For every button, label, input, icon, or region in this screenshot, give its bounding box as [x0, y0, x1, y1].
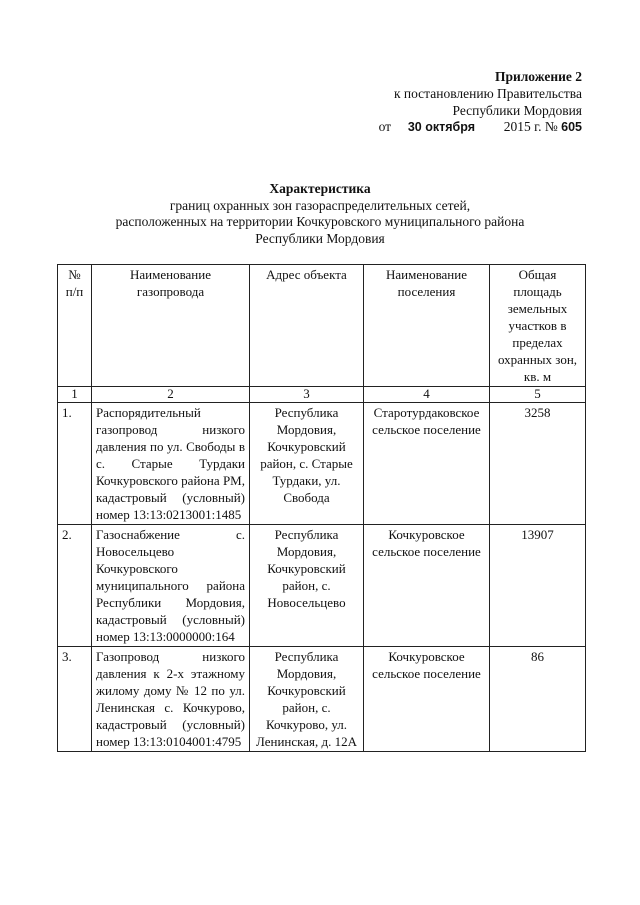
object-address: Республика Мордовия, Кочкуровский район, с. Старые Турдаки, ул. Свобода: [250, 403, 364, 525]
table-header-row: [58, 265, 586, 387]
appendix-line-1: к постановлению Правительства: [393, 86, 582, 101]
document-heading: [60, 181, 580, 247]
header-settlement: Наименование поселения: [364, 265, 490, 387]
table-row: [58, 525, 586, 647]
object-address: Республика Мордовия, Кочкуровский район, с. Кочкурово, ул. Ленинская, д. 12А: [250, 647, 364, 752]
settlement-name: Кочкуровское сельское поселение: [364, 647, 490, 752]
zone-area: 13907: [490, 525, 586, 647]
header-area: Общая площадь земельных участков в пределах охранных зон, кв. м: [490, 265, 586, 387]
header-address: Адрес объекта: [250, 265, 364, 387]
column-number-row: [58, 387, 586, 403]
row-number: 1.: [58, 403, 92, 525]
zones-table: [57, 264, 586, 752]
heading-line-2: расположенных на территории Кочкуровского муниципального района: [115, 214, 525, 229]
column-number: 2: [92, 387, 250, 403]
zone-area: 86: [490, 647, 586, 752]
header-pipeline-name: Наименование газопровода: [92, 265, 250, 387]
row-number: 3.: [58, 647, 92, 752]
column-number: 1: [58, 387, 92, 403]
heading-line-1: границ охранных зон газораспределительных сетей,: [169, 197, 471, 213]
column-number: 3: [250, 387, 364, 403]
appendix-block: [340, 68, 582, 119]
zone-area: 3258: [490, 403, 586, 525]
table-row: [58, 403, 586, 525]
date-year: 2015 г. №: [503, 119, 558, 134]
header-number: № п/п: [58, 265, 92, 387]
pipeline-name: Распорядительный газопровод низкого давления по ул. Свободы в с. Старые Турдаки Кочкуровского района РМ, кадастровый (условный) номер 13:13:0213001:1485: [92, 403, 250, 525]
row-number: 2.: [58, 525, 92, 647]
pipeline-name: Газоснабжение с. Новосельцево Кочкуровского муниципального района Республики Мордовия, кадастровый (условный) номер 13:13:0000000:164: [92, 525, 250, 647]
document-title: Характеристика: [269, 181, 371, 196]
settlement-name: Кочкуровское сельское поселение: [364, 525, 490, 647]
doc-number: 605: [561, 120, 582, 134]
settlement-name: Старотурдаковское сельское поселение: [364, 403, 490, 525]
date-prefix: от: [378, 119, 392, 134]
date-day-month: 30 октября: [407, 120, 475, 134]
column-number: 4: [364, 387, 490, 403]
object-address: Республика Мордовия, Кочкуровский район, с. Новосельцево: [250, 525, 364, 647]
resolution-date-line: [340, 119, 582, 135]
column-number: 5: [490, 387, 586, 403]
pipeline-name: Газопровод низкого давления к 2-х этажному жилому дому № 12 по ул. Ленинская с. Кочкурово, кадастровый (условный) номер 13:13:0104001:4795: [92, 647, 250, 752]
table-row: [58, 647, 586, 752]
appendix-line-2: Республики Мордовия: [452, 103, 582, 118]
appendix-title: Приложение 2: [494, 69, 582, 84]
heading-line-3: Республики Мордовия: [255, 230, 385, 246]
